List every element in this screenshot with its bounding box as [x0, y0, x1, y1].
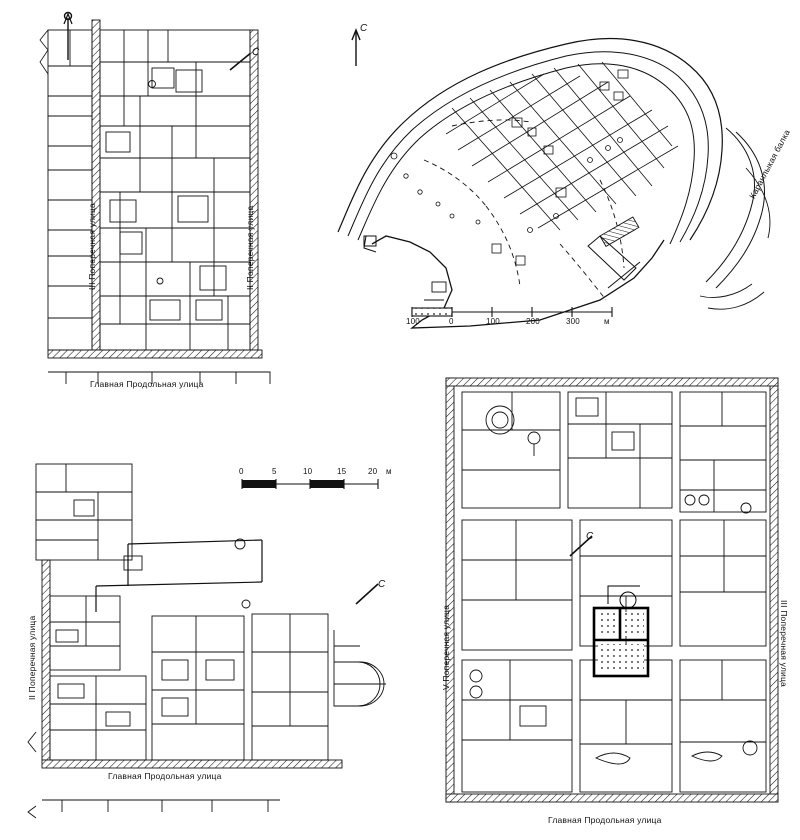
shared-scale-tick-20: 20 [368, 467, 378, 476]
north-label-panel-bottom-right: С [586, 531, 594, 542]
street-label-iii-poperechnaya-bottom-right: III Поперечная улица [779, 600, 789, 687]
north-label-panel-top-left: С [252, 47, 260, 58]
shared-scale-tick-15: 15 [337, 467, 347, 476]
panel-bottom-left-plan [28, 464, 386, 818]
site-scale-tick-100-left: 100 [406, 317, 420, 326]
shared-scale-tick-5: 5 [272, 467, 277, 476]
site-scale-tick-100-right: 100 [486, 317, 500, 326]
site-scale-unit: м [604, 317, 610, 326]
panel-top-left-plan [40, 13, 270, 385]
shared-scale-bar [242, 479, 378, 489]
street-label-glavnaya-prodolnaya-top-left: Главная Продольная улица [90, 379, 204, 389]
north-label-panel-bottom-left: С [378, 579, 386, 590]
street-label-ii-poperechnaya-bottom-left: II Поперечная улица [27, 615, 37, 700]
shared-scale-unit: м [386, 467, 392, 476]
street-label-v-poperechnaya: V Поперечная улица [441, 604, 451, 690]
shared-scale-tick-10: 10 [303, 467, 313, 476]
shared-scale-tick-0: 0 [239, 467, 244, 476]
panel-top-right-plan [338, 30, 770, 328]
panel-bottom-right-plan [446, 378, 778, 802]
street-label-ii-poperechnaya-top-left: II Поперечная улица [245, 205, 255, 290]
site-scale-tick-300: 300 [566, 317, 580, 326]
site-scale-tick-200: 200 [526, 317, 540, 326]
label-karanlykaya-balka: Каранлыкая балка [747, 127, 792, 201]
street-label-glavnaya-prodolnaya-bottom-left: Главная Продольная улица [108, 771, 222, 781]
site-scale-tick-0: 0 [449, 317, 454, 326]
north-label-panel-top-right: С [360, 23, 368, 34]
street-label-glavnaya-prodolnaya-bottom-right: Главная Продольная улица [548, 815, 662, 825]
street-label-iii-poperechnaya-top-left: III Поперечная улица [87, 203, 97, 290]
